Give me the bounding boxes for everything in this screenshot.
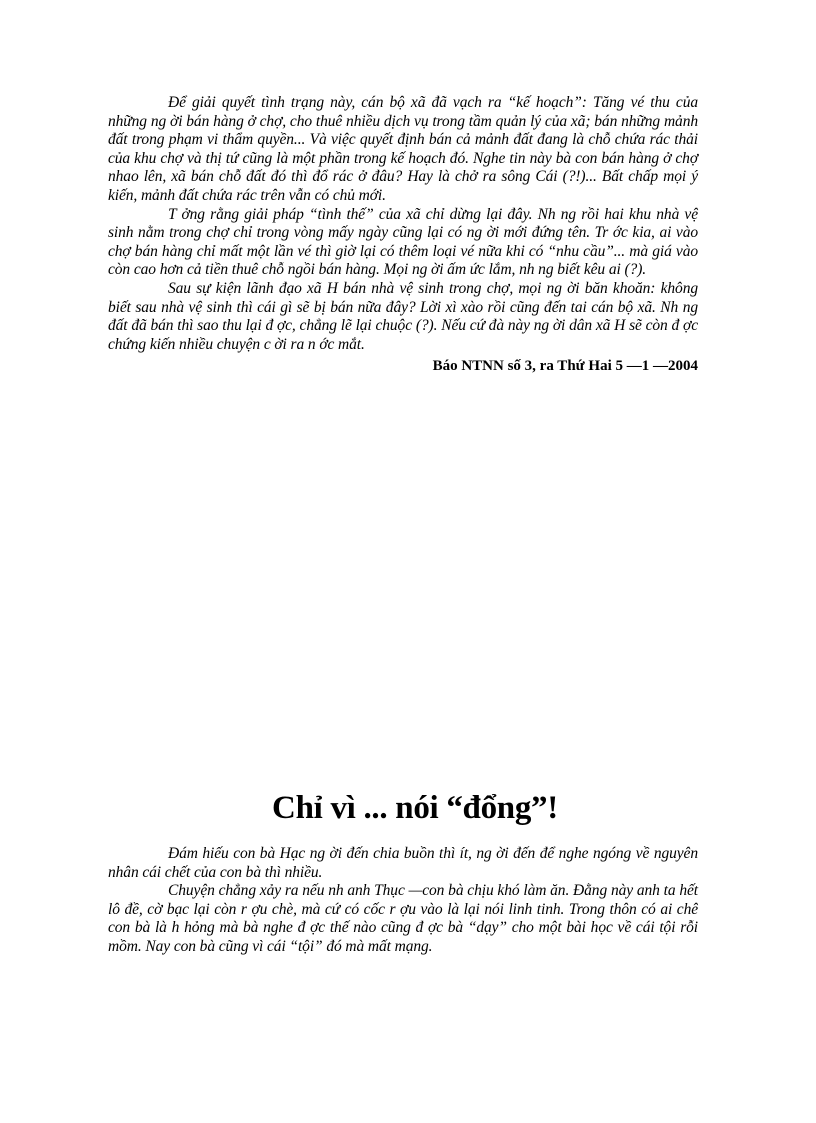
article-two	[108, 790, 698, 957]
article-one-paragraph-1: Để giải quyết tình trạng này, cán bộ xã đã vạch ra “kế hoạch”: Tăng vé thu của những ng ời bán hàng ở chợ, cho thuê nhiều dịch vụ trong tầm quản lý của xã; bán những mảnh đất trong phạm vi thẩm quyền... Và việc quyết định bán cả mảnh đất đang là chỗ chứa rác thải của khu chợ và thị tứ cũng là một phần trong kế hoạch đó. Nghe tin này bà con bán hàng ở chợ nhao lên, xã bán chỗ đất đó thì đổ rác ở đâu? Hay là chở ra sông Cái (?!)... Bất chấp mọi ý kiến, mảnh đất chứa rác trên vẫn có chủ mới.	[108, 94, 698, 204]
article-one	[108, 94, 698, 375]
article-one-paragraph-3: Sau sự kiện lãnh đạo xã H bán nhà vệ sinh trong chợ, mọi ng ời băn khoăn: không biết sau nhà vệ sinh thì cái gì sẽ bị bán nữa đây? Lời xì xào rồi cũng đến tai cán bộ xã. Nh ng đất đã bán thì sao thu lại đ ợc, chẳng lẽ lại chuộc (?). Nếu cứ đà này ng ời dân xã H sẽ còn đ ợc chứng kiến nhiều chuyện c ời ra n ớc mắt.	[108, 279, 698, 353]
article-two-title: Chỉ vì ... nói “đổng”!	[272, 790, 558, 826]
article-one-source: Báo NTNN số 3, ra Thứ Hai 5 —1 —2004	[432, 358, 698, 375]
article-two-paragraph-2: Chuyện chẳng xảy ra nếu nh anh Thục —con bà chịu khó làm ăn. Đằng này anh ta hết lô đề, cờ bạc lại còn r ợu chè, mà cứ có cốc r ợu vào là lại nói linh tinh. Trong thôn có ai chê con bà là h hỏng mà bà nghe đ ợc thế nào cũng đ ợc bà “dạy” cho một bài học về cái tội rỗi mồm. Nay con bà cũng vì cái “tội” đó mà mất mạng.	[108, 882, 698, 955]
article-two-paragraph-1: Đám hiếu con bà Hạc ng ời đến chia buồn thì ít, ng ời đến để nghe ngóng về nguyên nhân cái chết của con bà thì nhiều.	[108, 845, 698, 881]
article-one-paragraph-2: T ởng rằng giải pháp “tình thế” của xã chỉ dừng lại đây. Nh ng rồi hai khu nhà vệ sinh nằm trong chợ chỉ trong vòng mấy ngày cũng lại có ng ời mới đứng tên. Tr ớc kia, ai vào chợ bán hàng chỉ mất một lần vé thì giờ lại có thêm loại vé nữa khi có “nhu cầu”... mà giá vào còn cao hơn cả tiền thuê chỗ ngồi bán hàng. Mọi ng ời ấm ức lắm, nh ng biết kêu ai (?).	[108, 205, 698, 279]
